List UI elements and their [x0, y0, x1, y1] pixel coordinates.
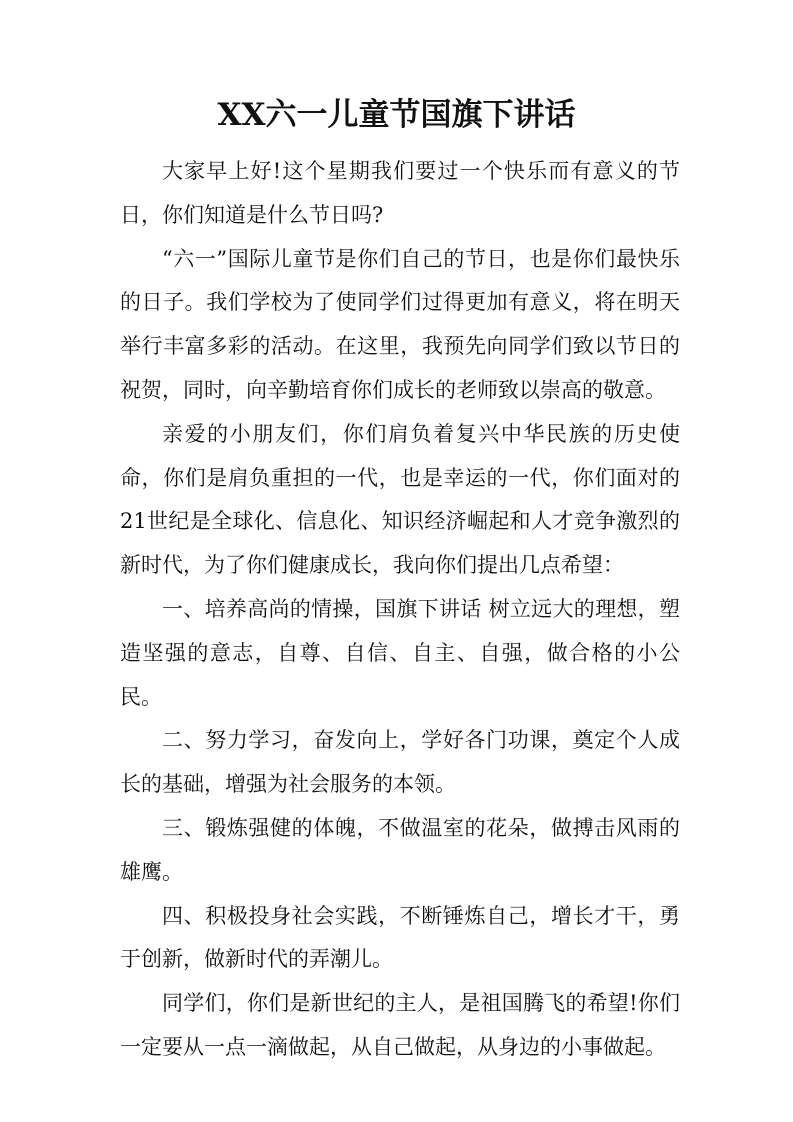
paragraph-hope-1: 一、培养高尚的情操，国旗下讲话 树立远大的理想，塑造坚强的意志，自尊、自信、自主、自强，做合格的小公民。 [120, 596, 680, 709]
paragraph-hope-3: 三、锻炼强健的体魄，不做温室的花朵，做搏击风雨的雄鹰。 [120, 815, 680, 884]
paragraph-closing: 同学们，你们是新世纪的主人，是祖国腾飞的希望!你们一定要从一点一滴做起，从自己做起，从身边的小事做起。 [120, 991, 680, 1059]
document-title: XX六一儿童节国旗下讲话 [217, 97, 576, 133]
paragraph-hope-2: 二、努力学习，奋发向上，学好各门功课，奠定个人成长的基础，增强为社会服务的本领。 [120, 728, 680, 797]
document-body [120, 150, 680, 1070]
paragraph-festival: “六一”国际儿童节是你们自己的节日，也是你们最快乐的日子。我们学校为了使同学们过得更加有意义，将在明天举行丰富多彩的活动。在这里，我预先向同学们致以节日的祝贺，同时，向辛勤培育你们成长的老师致以崇高的敬意。 [120, 246, 680, 402]
paragraph-hope-4: 四、积极投身社会实践，不断锤炼自己，增长才干，勇于创新，做新时代的弄潮儿。 [120, 903, 680, 972]
paragraph-greeting: 大家早上好!这个星期我们要过一个快乐而有意义的节日，你们知道是什么节日吗? [120, 159, 680, 227]
paragraph-mission: 亲爱的小朋友们，你们肩负着复兴中华民族的历史使命，你们是肩负重担的一代，也是幸运的一代，你们面对的21世纪是全球化、信息化、知识经济崛起和人才竞争激烈的新时代，为了你们健康成长，我向你们提出几点希望： [120, 421, 680, 578]
